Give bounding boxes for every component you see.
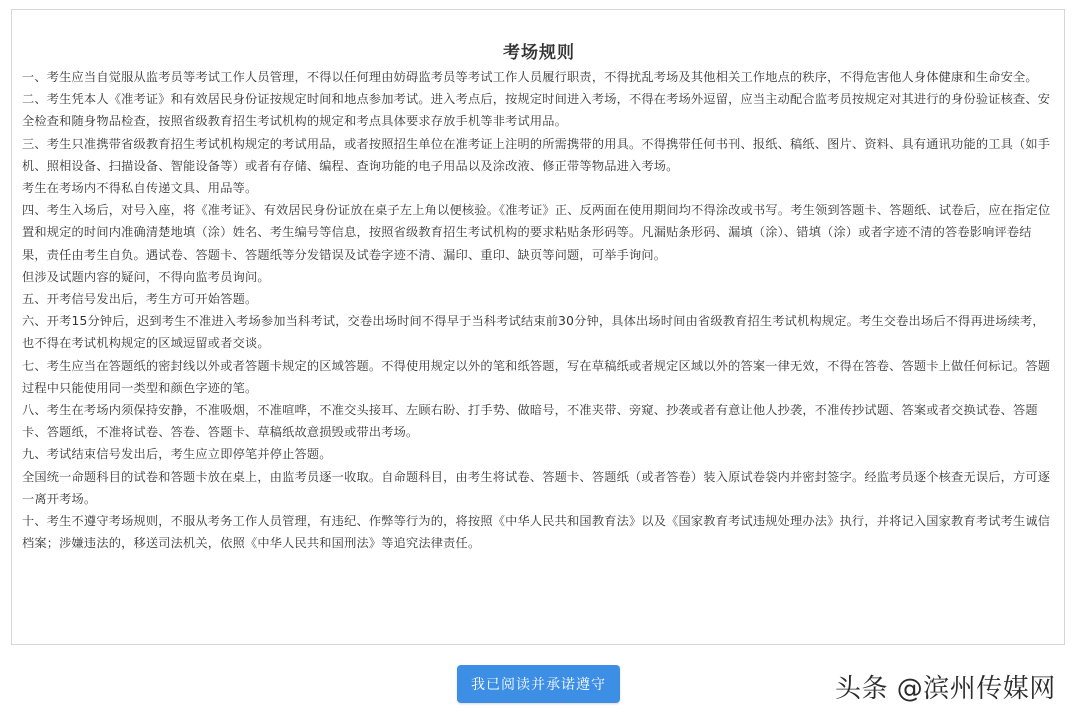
rule-paragraph: 七、考生应当在答题纸的密封线以外或者答题卡规定的区域答题。不得使用规定以外的笔和纸答题，写在草稿纸或者规定区域以外的答案一律无效，不得在答卷、答题卡上做任何标记。答题过程中只能使用同一类型和颜色字迹的笔。 [22,358,1051,395]
confirm-agree-button[interactable]: 我已阅读并承诺遵守 [457,665,620,703]
rules-body [22,66,1054,554]
rules-title: 考场规则 [503,43,575,63]
rule-paragraph: 六、开考15分钟后，迟到考生不准进入考场参加当科考试，交卷出场时间不得早于当科考试结束前30分钟，具体出场时间由省级教育招生考试机构规定。考生交卷出场后不得再进场续考，也不得在考试机构规定的区域逗留或者交谈。 [22,314,1045,351]
exam-rules-panel [11,9,1065,645]
rule-paragraph: 三、考生只准携带省级教育招生考试机构规定的考试用品，或者按照招生单位在准考证上注明的所需携带的用具。不得携带任何书刊、报纸、稿纸、图片、资料、具有通讯功能的工具（如手机、照相设备、扫描设备、智能设备等）或者有存储、编程、查询功能的电子用品以及涂改液、修正带等物品进入考场。 [22,136,1051,173]
rule-paragraph: 考生在考场内不得私自传递文具、用品等。 [22,181,258,196]
rule-paragraph: 八、考生在考场内须保持安静，不准吸烟，不准喧哗，不准交头接耳、左顾右盼、打手势、做暗号，不准夹带、旁窥、抄袭或者有意让他人抄袭，不准传抄试题、答案或者交换试卷、答题卡、答题纸，不准将试卷、答卷、答题卡、草稿纸故意损毁或带出考场。 [22,403,1038,440]
rule-paragraph: 十、考生不遵守考场规则，不服从考务工作人员管理，有违纪、作弊等行为的，将按照《中华人民共和国教育法》以及《国家教育考试违规处理办法》执行，并将记入国家教育考试考生诚信档案；涉嫌违法的，移送司法机关，依照《中华人民共和国刑法》等追究法律责任。 [22,514,1051,551]
rule-paragraph: 全国统一命题科目的试卷和答题卡放在桌上，由监考员逐一收取。自命题科目，由考生将试卷、答题卡、答题纸（或者答卷）装入原试卷袋内并密封签字。经监考员逐个核查无误后，方可逐一离开考场。 [22,469,1051,506]
rule-paragraph: 二、考生凭本人《准考证》和有效居民身份证按规定时间和地点参加考试。进入考点后，按规定时间进入考场，不得在考场外逗留，应当主动配合监考员按规定对其进行的身份验证核查、安全检查和随身物品检查，按照省级教育招生考试机构的规定和考点具体要求存放手机等非考试用品。 [22,92,1051,129]
rule-paragraph: 一、考生应当自觉服从监考员等考试工作人员管理，不得以任何理由妨碍监考员等考试工作人员履行职责，不得扰乱考场及其他相关工作地点的秩序，不得危害他人身体健康和生命安全。 [22,70,1038,84]
rule-paragraph: 五、开考信号发出后，考生方可开始答题。 [22,292,258,307]
rule-paragraph: 四、考生入场后，对号入座，将《准考证》、有效居民身份证放在桌子左上角以便核验。《准考证》正、反两面在使用期间均不得涂改或书写。考生领到答题卡、答题纸、试卷后，应在指定位置和规定的时间内准确清楚地填（涂）姓名、考生编号等信息，按照省级教育招生考试机构的要求粘贴条形码等。凡漏贴条形码、漏填（涂）、错填（涂）或者字迹不清的答卷影响评卷结果，责任由考生自负。遇试卷、答题卡、答题纸等分发错误及试卷字迹不清、漏印、重印、缺页等问题，可举手询问。 [22,203,1051,262]
watermark-text: 头条 @滨州传媒网 [835,674,1056,704]
rule-paragraph: 但涉及试题内容的疑问，不得向监考员询问。 [22,269,270,284]
rule-paragraph: 九、考试结束信号发出后，考生应立即停笔并停止答题。 [22,447,332,462]
